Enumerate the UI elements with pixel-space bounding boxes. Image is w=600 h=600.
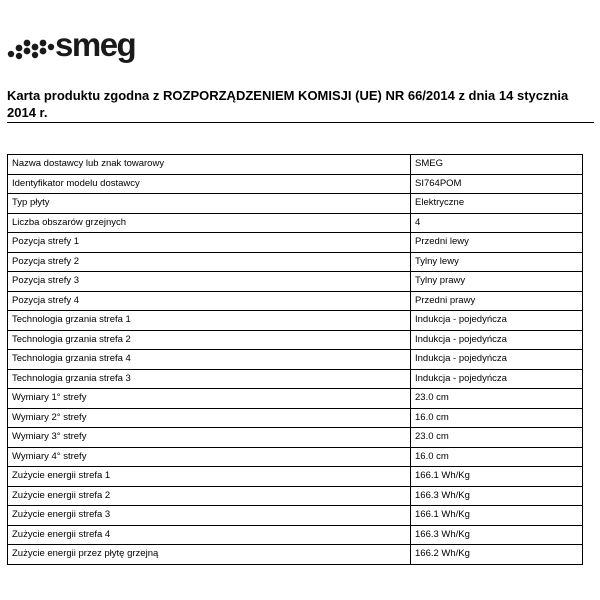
table-row [8, 486, 583, 506]
product-spec-table [7, 154, 583, 565]
table-row [8, 408, 583, 428]
row-value: 166.1 Wh/Kg [411, 506, 583, 526]
row-label: Pozycja strefy 3 [8, 272, 411, 292]
row-label: Zużycie energii przez płytę grzejną [8, 545, 411, 565]
row-value: SI764POM [411, 174, 583, 194]
smeg-logo-text: smeg [55, 26, 136, 63]
table-row [8, 194, 583, 214]
row-label: Pozycja strefy 2 [8, 252, 411, 272]
row-label: Identyfikator modelu dostawcy [8, 174, 411, 194]
table-row [8, 506, 583, 526]
row-value: 4 [411, 213, 583, 233]
row-value: Indukcja - pojedyńcza [411, 350, 583, 370]
row-value: Indukcja - pojedyńcza [411, 330, 583, 350]
row-label: Zużycie energii strefa 4 [8, 525, 411, 545]
row-label: Technologia grzania strefa 1 [8, 311, 411, 331]
table-row [8, 389, 583, 409]
table-row [8, 272, 583, 292]
row-value: Indukcja - pojedyńcza [411, 369, 583, 389]
row-label: Technologia grzania strefa 3 [8, 369, 411, 389]
row-label: Liczba obszarów grzejnych [8, 213, 411, 233]
row-value: SMEG [411, 155, 583, 175]
table-row [8, 291, 583, 311]
row-label: Typ płyty [8, 194, 411, 214]
table-row [8, 447, 583, 467]
row-value: Elektryczne [411, 194, 583, 214]
title-divider [7, 122, 594, 123]
row-label: Pozycja strefy 1 [8, 233, 411, 253]
spec-table-body [8, 155, 583, 565]
row-label: Wymiary 2° strefy [8, 408, 411, 428]
row-value: 23.0 cm [411, 389, 583, 409]
row-value: 16.0 cm [411, 408, 583, 428]
row-label: Nazwa dostawcy lub znak towarowy [8, 155, 411, 175]
table-row [8, 467, 583, 487]
row-label: Pozycja strefy 4 [8, 291, 411, 311]
row-label: Wymiary 3° strefy [8, 428, 411, 448]
table-row [8, 174, 583, 194]
table-row [8, 213, 583, 233]
row-label: Zużycie energii strefa 3 [8, 506, 411, 526]
table-row [8, 155, 583, 175]
row-label: Technologia grzania strefa 2 [8, 330, 411, 350]
row-label: Wymiary 1° strefy [8, 389, 411, 409]
row-value: 16.0 cm [411, 447, 583, 467]
row-value: Tylny prawy [411, 272, 583, 292]
table-row [8, 428, 583, 448]
row-value: 23.0 cm [411, 428, 583, 448]
row-label: Zużycie energii strefa 1 [8, 467, 411, 487]
table-row [8, 311, 583, 331]
table-row [8, 330, 583, 350]
table-row [8, 252, 583, 272]
smeg-logo-dots-icon [7, 38, 55, 60]
table-row [8, 369, 583, 389]
row-value: Przedni lewy [411, 233, 583, 253]
table-row [8, 545, 583, 565]
document-title: Karta produktu zgodna z ROZPORZĄDZENIEM KOMISJI (UE) NR 66/2014 z dnia 14 stycznia 2014 r. [7, 88, 569, 120]
table-row [8, 350, 583, 370]
row-value: 166.1 Wh/Kg [411, 467, 583, 487]
row-label: Wymiary 4° strefy [8, 447, 411, 467]
row-value: 166.2 Wh/Kg [411, 545, 583, 565]
row-label: Zużycie energii strefa 2 [8, 486, 411, 506]
table-row [8, 525, 583, 545]
smeg-logo [7, 26, 136, 64]
table-row [8, 233, 583, 253]
row-value: Tylny lewy [411, 252, 583, 272]
row-value: 166.3 Wh/Kg [411, 486, 583, 506]
row-value: 166.3 Wh/Kg [411, 525, 583, 545]
row-value: Przedni prawy [411, 291, 583, 311]
row-label: Technologia grzania strefa 4 [8, 350, 411, 370]
row-value: Indukcja - pojedyńcza [411, 311, 583, 331]
